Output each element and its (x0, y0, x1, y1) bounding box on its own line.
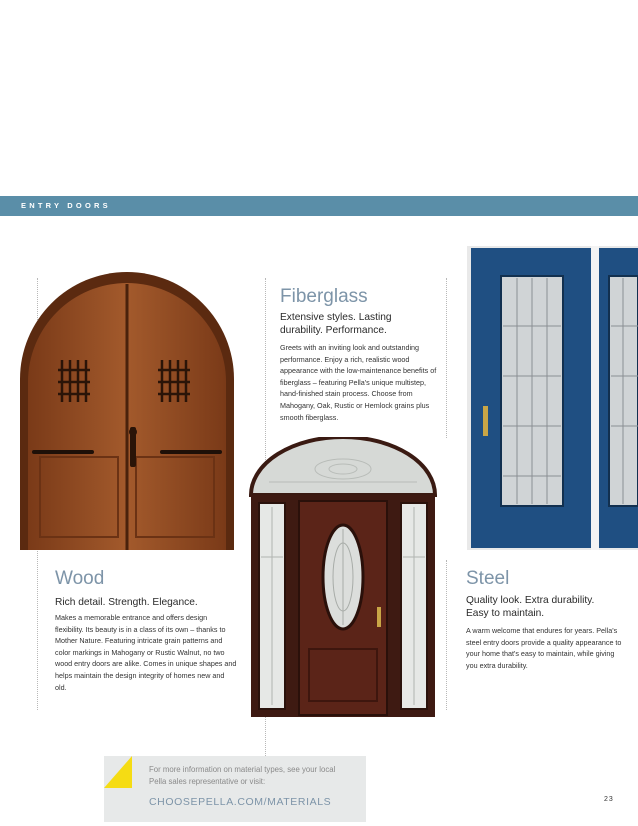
info-text: For more information on material types, see your local Pella sales representative or visit: (149, 765, 336, 786)
yellow-corner-icon (104, 756, 132, 788)
page-number: 23 (604, 796, 614, 803)
steel-title: Steel (466, 568, 510, 589)
fiberglass-subtitle: Extensive styles. Lasting durability. Performance. (280, 312, 392, 336)
column-divider (446, 560, 447, 710)
wood-subtitle: Rich detail. Strength. Elegance. (55, 597, 198, 608)
section-band (0, 196, 638, 216)
materials-link[interactable]: CHOOSEPELLA.COM/MATERIALS (149, 796, 332, 808)
steel-subtitle: Quality look. Extra durability. Easy to maintain. (466, 595, 595, 619)
column-divider (446, 278, 447, 438)
fiberglass-body: Greets with an inviting look and outstanding performance. Enjoy a rich, realistic wood appearance with the low-maintenance benefits of fiberglass – featuring Pella's unique multistep, hand-finished stain process. Choose from Mahogany, Oak, Rustic or Hemlock grains plus smooth fiberglass. (280, 343, 437, 422)
steel-body: A warm welcome that endures for years. Pella's steel entry doors provide a quality appearance to your home that's easy to maintain, while giving you extra durability. (466, 626, 622, 670)
steel-door-image (467, 246, 638, 550)
wood-body: Makes a memorable entrance and offers design flexibility. Its beauty is in a class of its own – thanks to Mother Nature. Featuring intricate grain patterns and color markings in Mahogany or Rustic Walnut, no two wood entry doors are alike. Comes in unique shapes and helps maintain the design integrity of homes new and old. (55, 613, 237, 692)
info-box (104, 756, 366, 822)
fiberglass-title: Fiberglass (280, 286, 368, 307)
fiberglass-door-image (249, 437, 437, 717)
wood-title: Wood (55, 568, 105, 589)
wood-door-image (20, 272, 234, 550)
section-label: ENTRY DOORS (21, 201, 111, 210)
